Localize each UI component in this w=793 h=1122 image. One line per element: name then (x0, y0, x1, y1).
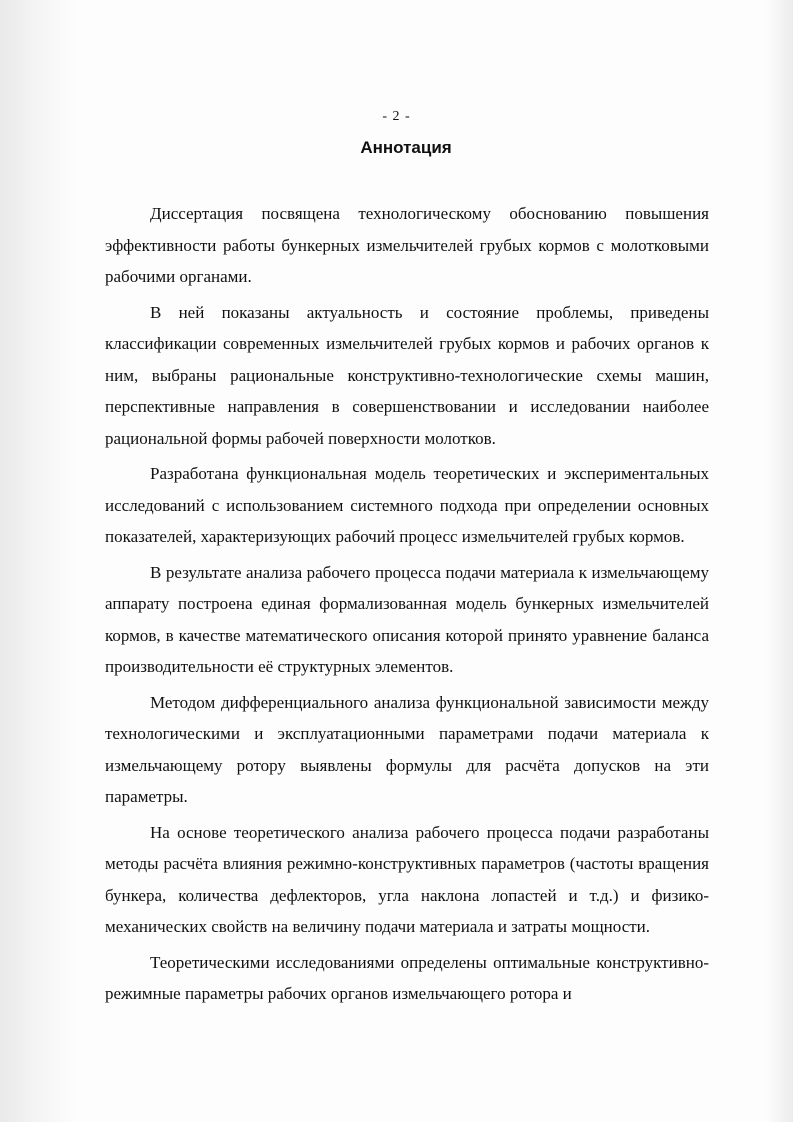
annotation-body (105, 198, 709, 1014)
paragraph: Теоретическими исследованиями определены оптимальные конструктивно-режимные параметры рабочих органов измельчающего ротора и (105, 952, 709, 1003)
page-number: - 2 - (382, 109, 411, 124)
page-title: Аннотация (360, 138, 452, 157)
paragraph: Методом дифференциального анализа функциональной зависимости между технологическими и эксплуатационными параметрами подачи материала к измельчающему ротору выявлены формулы для расчёта допусков на эти параметры. (105, 692, 709, 806)
paragraph: Диссертация посвящена технологическому обоснованию повышения эффективности работы бункерных измельчителей грубых кормов с молотковыми рабочими органами. (105, 204, 709, 286)
scan-edge-shadow (0, 0, 78, 1122)
paragraph: Разработана функциональная модель теоретических и экспериментальных исследований с использованием системного подхода при определении основных показателей, характеризующих рабочий процесс измельчителей грубых кормов. (105, 464, 709, 546)
scan-edge-shadow-right (765, 0, 793, 1122)
paragraph: В результате анализа рабочего процесса подачи материала к измельчающему аппарату построена единая формализованная модель бункерных измельчителей кормов, в качестве математического описания которой принято уравнение баланса производительности её структурных элементов. (105, 562, 709, 676)
paragraph: В ней показаны актуальность и состояние проблемы, приведены классификации современных измельчителей грубых кормов и рабочих органов к ним, выбраны рациональные конструктивно-технологические схемы машин, перспективные направления в совершенствовании и исследовании наиболее рациональной формы рабочей поверхности молотков. (105, 302, 709, 448)
paragraph: На основе теоретического анализа рабочего процесса подачи разработаны методы расчёта влияния режимно-конструктивных параметров (частоты вращения бункера, количества дефлекторов, угла наклона лопастей и т.д.) и физико-механических свойств на величину подачи материала и затраты мощности. (105, 822, 709, 936)
